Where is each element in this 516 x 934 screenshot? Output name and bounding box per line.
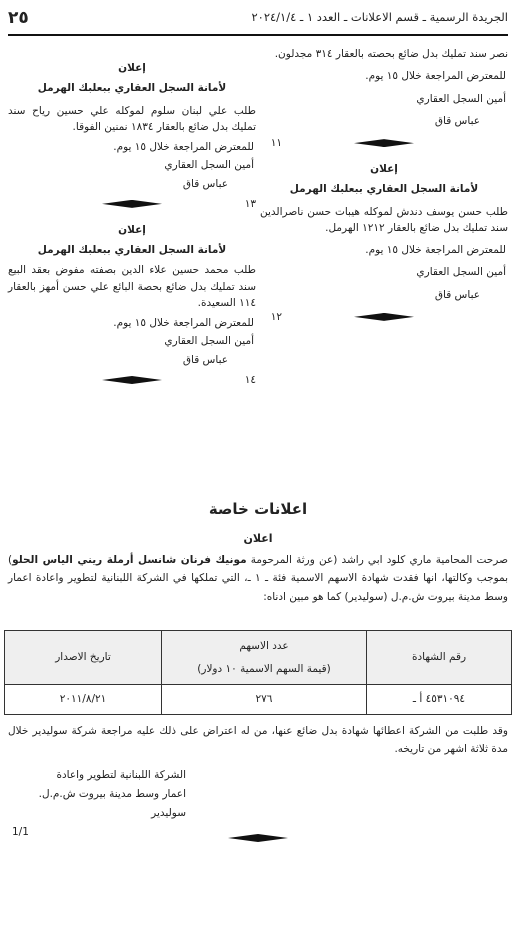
ad-number: ١٢ bbox=[270, 310, 282, 323]
separator-11 bbox=[260, 135, 508, 151]
col-header-certificate-number: رقم الشهادة bbox=[367, 631, 512, 685]
ad13-signer-name: عباس قاق bbox=[182, 177, 228, 190]
ad-number: ١٤ bbox=[244, 373, 256, 386]
ad12-heading: إعلان bbox=[370, 163, 398, 176]
ad13-heading: إعلان bbox=[118, 62, 146, 74]
ad-number: ١١ bbox=[270, 136, 282, 149]
shares-header-line2: (قيمة السهم الاسمية ١٠ دولار) bbox=[197, 662, 331, 675]
diamond-divider-icon bbox=[354, 139, 414, 147]
company-line-2: اعمار وسط مدينة بيروت ش.م.ل. bbox=[38, 787, 186, 800]
ad12-review: للمعترض المراجعة خلال ١٥ يوم. bbox=[365, 244, 506, 257]
cell-issue-date: ٢٠١١/٨/٢١ bbox=[5, 685, 162, 715]
ad12-authority: لأمانة السجل العقاري ببعلبك الهرمل bbox=[289, 183, 479, 196]
separator-13 bbox=[8, 196, 256, 212]
section-title: اعلانات خاصة bbox=[208, 500, 308, 518]
ad13-body: طلب علي لبنان سلوم لموكله علي حسين رياح سند تمليك بدل ضائع بالعقار ١٨٣٤ نمنين الفوقا. bbox=[8, 104, 256, 133]
left-column bbox=[8, 60, 256, 388]
special-ad-body-part2: ) بموجب وكالتها، انها فقدت شهادة الاسهم الاسمية فئة ـ ١ ـ، التي تملكها في الشركة اللبنانية لتطوير واعادة اعمار وسط مدينة بيروت ش.م.ل (سوليدير) كما هو مبين ادناه: bbox=[8, 554, 508, 603]
cell-certificate-number: ٤٥٣١٠٩٤ أ ـ bbox=[367, 685, 512, 715]
ad14-review: للمعترض المراجعة خلال ١٥ يوم. bbox=[113, 317, 254, 330]
gazette-title: الجريدة الرسمية ـ قسم الاعلانات ـ العدد ١ ـ ٢٠٢٤/١/٤ bbox=[251, 10, 508, 25]
page-number: ٢٥ bbox=[8, 7, 29, 28]
special-ad-body-part1: صرحت المحامية ماري كلود ابي راشد (عن ورثة المرحومة bbox=[246, 554, 508, 566]
col-header-shares bbox=[162, 631, 367, 685]
ad14-signer-title: أمين السجل العقاري bbox=[164, 335, 254, 348]
diamond-divider-icon bbox=[102, 200, 162, 208]
ad12-body: طلب حسن يوسف دندش لموكله هيبات حسن ناصرالدين سند تمليك بدل ضائع بالعقار ١٢١٢ الهرمل. bbox=[260, 205, 508, 234]
ad14-body: طلب محمد حسين علاء الدين بصفته مفوض بعقد البيع سند تمليك بدل ضائع بحصة البائع علي حسن أمهز بالعقار ١١٤ السعيدة. bbox=[8, 264, 256, 309]
col-header-issue-date: تاريخ الاصدار bbox=[5, 631, 162, 685]
diamond-divider-icon bbox=[228, 834, 288, 842]
cell-shares: ٢٧٦ bbox=[162, 685, 367, 715]
ad13-review: للمعترض المراجعة خلال ١٥ يوم. bbox=[113, 141, 254, 154]
ad12-signer-name: عباس قاق bbox=[434, 288, 480, 301]
certificate-table bbox=[4, 630, 512, 715]
objection-note: وقد طلبت من الشركة اعطائها شهادة بدل ضائع عنها، من له اعتراض على ذلك عليه مراجعة شركة سوليدير خلال مدة ثلاثة اشهر من تاريخه. bbox=[8, 725, 508, 755]
ad12-signer-title: أمين السجل العقاري bbox=[416, 266, 506, 279]
special-ad-body bbox=[8, 551, 508, 606]
page-header bbox=[8, 2, 508, 36]
company-signature bbox=[36, 766, 186, 823]
final-separator bbox=[0, 834, 516, 842]
separator-12 bbox=[260, 309, 508, 325]
ad14-signer-name: عباس قاق bbox=[182, 353, 228, 366]
ad-reference-number: 1/1 bbox=[12, 826, 29, 838]
diamond-divider-icon bbox=[354, 313, 414, 321]
ad14-heading: إعلان bbox=[118, 223, 146, 236]
separator-14 bbox=[8, 372, 256, 388]
ad-number: ١٣ bbox=[244, 197, 256, 210]
ad11-signer-title: أمين السجل العقاري bbox=[416, 92, 506, 105]
ad11-signer-name: عباس قاق bbox=[434, 114, 480, 127]
ad11-continuation: نصر سند تمليك بدل ضائع بحصته بالعقار ٣١٤ مجدلون. bbox=[274, 48, 508, 60]
deceased-name: مونيك فرنان شانسل أرملة ريني الياس الحلو bbox=[12, 554, 247, 566]
table-header-row bbox=[5, 631, 512, 685]
ad14-authority: لأمانة السجل العقاري ببعلبك الهرمل bbox=[37, 244, 227, 257]
special-ad-heading: اعلان bbox=[243, 532, 273, 545]
ad13-signer-title: أمين السجل العقاري bbox=[164, 159, 254, 172]
company-line-3: سوليدير bbox=[151, 806, 186, 819]
right-column bbox=[260, 46, 508, 325]
company-line-1: الشركة اللبنانية لتطوير واعادة bbox=[56, 769, 186, 781]
table-row bbox=[5, 685, 512, 715]
ad11-review: للمعترض المراجعة خلال ١٥ يوم. bbox=[365, 70, 506, 83]
diamond-divider-icon bbox=[102, 376, 162, 384]
ad13-authority: لأمانة السجل العقاري ببعلبك الهرمل bbox=[37, 82, 227, 95]
shares-header-line1: عدد الاسهم bbox=[239, 640, 289, 653]
